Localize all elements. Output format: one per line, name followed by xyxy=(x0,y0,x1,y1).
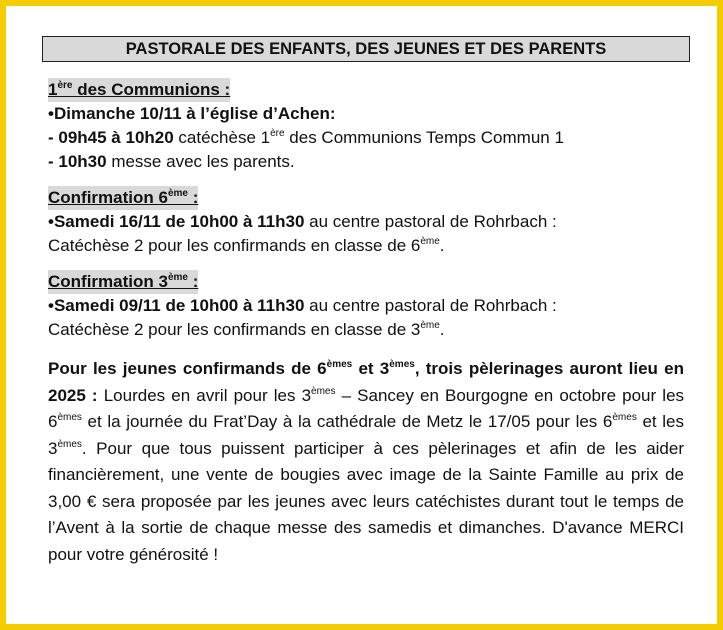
pilgrimage-paragraph: Pour les jeunes confirmands de 6èmes et 3èmes, trois pèlerinages auront lieu en 2025 : Lourdes en avril pour les 3èmes – Sancey en Bourgogne en octobre pour les 6èmes et la journée du Frat’Day à la cathédrale de Metz le 17/05 pour les 6èmes et les 3èmes. Pour que tous puissent participer à ces pèlerinages et afin de les aider financièrement, une vente de bougies avec image de la Sainte Famille au prix de 3,00 € sera proposée par les jeunes avec leurs catéchistes durant tout le temps de l’Avent à la sortie de chaque messe des samedis et dimanches. D'avance MERCI pour votre générosité ! xyxy=(48,359,685,564)
communion-item-1: - 09h45 à 10h20 catéchèse 1ère des Communions Temps Commun 1 xyxy=(48,128,564,147)
heading-confirmation-3: Confirmation 3ème : xyxy=(48,270,198,294)
confirmation-3-desc: Catéchèse 2 pour les confirmands en classe de 3ème. xyxy=(48,320,445,339)
document-body xyxy=(48,78,684,568)
communion-item-2: - 10h30 messe avec les parents. xyxy=(48,152,295,171)
heading-confirmation-6: Confirmation 6ème : xyxy=(48,186,198,210)
title-box xyxy=(42,36,690,62)
section-first-communion xyxy=(48,78,684,174)
confirmation-6-desc: Catéchèse 2 pour les confirmands en classe de 6ème. xyxy=(48,236,445,255)
page-title: PASTORALE DES ENFANTS, DES JEUNES ET DES PARENTS xyxy=(125,40,607,58)
communion-date: •Dimanche 10/11 à l’église d’Achen: xyxy=(48,104,336,123)
section-confirmation-6 xyxy=(48,186,684,258)
confirmation-6-date: •Samedi 16/11 de 10h00 à 11h30 au centre pastoral de Rohrbach : xyxy=(48,212,557,231)
section-confirmation-3 xyxy=(48,270,684,342)
heading-first-communion: 1ère des Communions : xyxy=(48,78,230,102)
confirmation-3-date: •Samedi 09/11 de 10h00 à 11h30 au centre pastoral de Rohrbach : xyxy=(48,296,557,315)
